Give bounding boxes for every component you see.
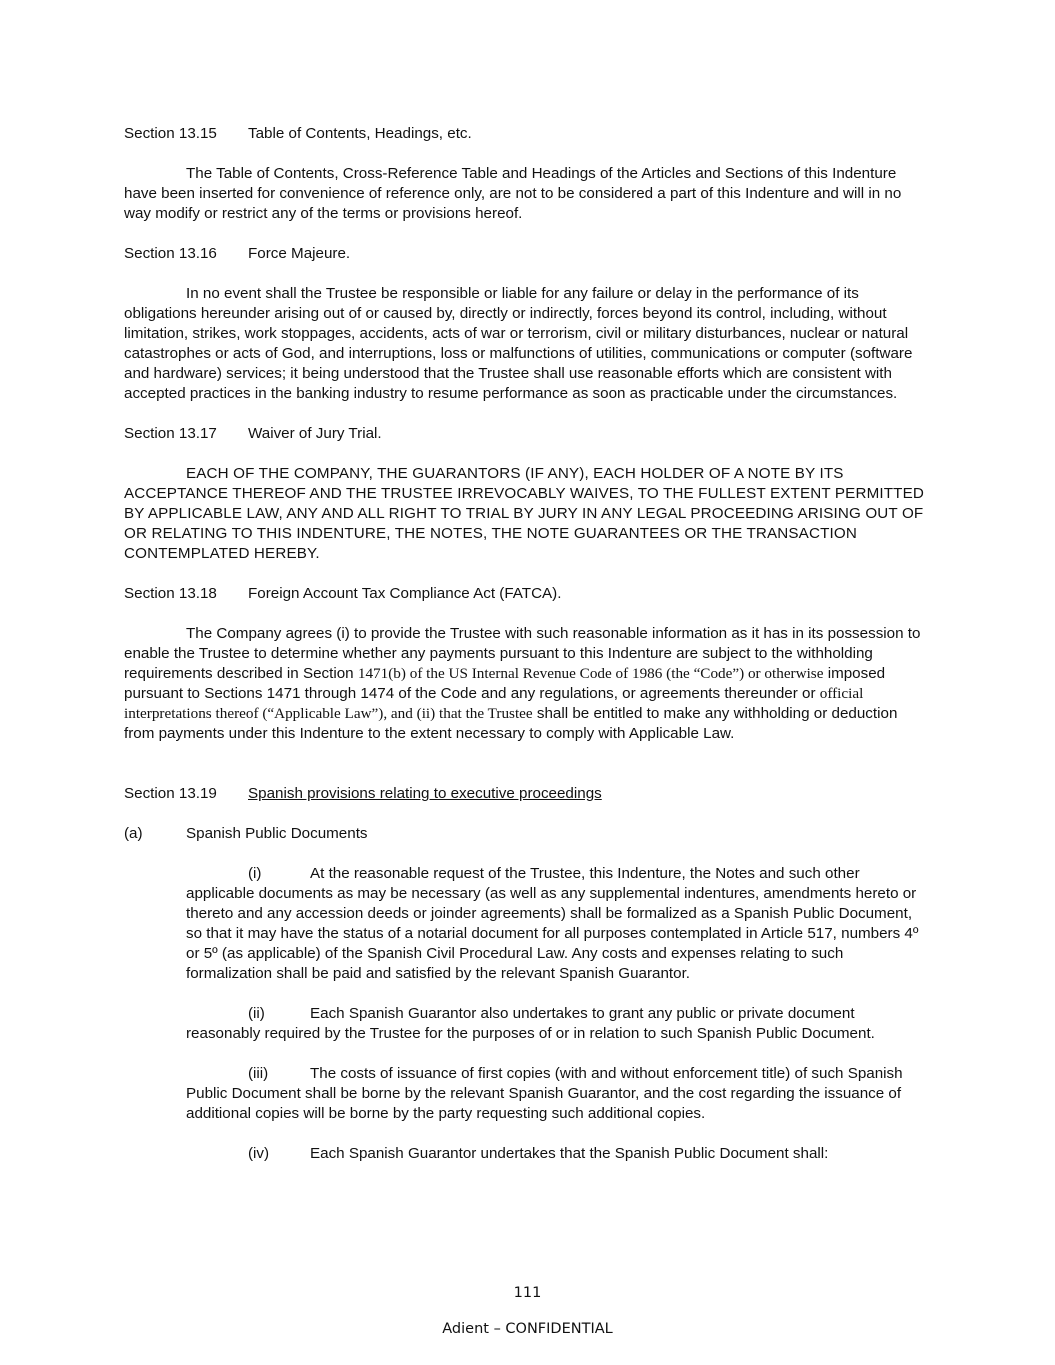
item-label: (iii) — [248, 1065, 269, 1082]
section-heading — [124, 784, 930, 804]
item-text: At the reasonable request of the Trustee, this Indenture, the Notes and such other applicable documents as may be necessary (as well as any supplemental indentures, amendments hereto or thereto and any accession deeds or joinder agreements) shall be formalized as a Spanish Public Document, so that it may have the status of a notarial document for all purposes contemplated in Article 517, numbers 4º or 5º (as applicable) of the Spanish Civil Procedural Law. Any costs and expenses relating to such formalization shall be paid and satisfied by the relevant Spanish Guarantor. — [186, 865, 919, 982]
section-number: Section 13.15 — [124, 125, 217, 142]
section-heading — [124, 244, 930, 264]
section-body: The Table of Contents, Cross-Reference Table and Headings of the Articles and Sections of this Indenture have been inserted for convenience of reference only, are not to be considered a part of this Indenture and will in no way modify or restrict any of the terms or provisions hereof. — [124, 165, 902, 222]
body-fragment: shall be entitled to make any withholding or deduction from payments under this Indenture to the extent necessary to comply with Applicable Law. — [124, 705, 898, 742]
page-number: 111 — [513, 1285, 542, 1301]
body-fragment: imposed pursuant to Sections 1471 through 1474 of the Code and any regulations, or agreements thereunder or — [124, 665, 886, 702]
section-number: Section 13.18 — [124, 585, 217, 602]
item-text: The costs of issuance of first copies (with and without enforcement title) of such Spanish Public Document shall be borne by the relevant Spanish Guarantor, and the cost regarding the issuance of additional copies will be borne by the party requesting such additional copies. — [186, 1065, 903, 1122]
item-text: Each Spanish Guarantor also undertakes to grant any public or private document reasonably required by the Trustee for the purposes of or in relation to such Spanish Public Document. — [186, 1005, 875, 1042]
subsection-label: (a) — [124, 825, 143, 842]
item-label: (iv) — [248, 1145, 270, 1162]
section-heading — [124, 584, 930, 604]
section-title: Spanish provisions relating to executive proceedings — [248, 785, 602, 802]
section-body: In no event shall the Trustee be responsible or liable for any failure or delay in the performance of its obligations hereunder arising out of or caused by, directly or indirectly, forces beyond its control, including, without limitation, strikes, work stoppages, accidents, acts of war or terrorism, civil or military disturbances, nuclear or natural catastrophes or acts of God, and interruptions, loss or malfunctions of utilities, communications or computer (software and hardware) services; it being understood that the Trustee shall use reasonable efforts which are consistent with accepted practices in the banking industry to resume performance as soon as practicable under the circumstances. — [124, 285, 913, 402]
section-title: Force Majeure. — [248, 245, 351, 262]
list-item — [186, 864, 930, 984]
confidential-footer: Adient – CONFIDENTIAL — [442, 1321, 613, 1337]
body-fragment: The Company agrees (i) to provide the Trustee with such reasonable information as it has in its possession to enable the Trustee to determine whether any payments pursuant to this Indenture are subject to the withholding requirements described in Section — [124, 625, 921, 682]
section-heading — [124, 424, 930, 444]
section-heading — [124, 124, 930, 144]
subsection-title: Spanish Public Documents — [186, 825, 368, 842]
list-item — [186, 1144, 930, 1164]
section-number: Section 13.16 — [124, 245, 217, 262]
section-title: Waiver of Jury Trial. — [248, 425, 382, 442]
section-body: EACH OF THE COMPANY, THE GUARANTORS (IF ANY), EACH HOLDER OF A NOTE BY ITS ACCEPTANCE THEREOF AND THE TRUSTEE IRREVOCABLY WAIVES, TO THE FULLEST EXTENT PERMITTED BY APPLICABLE LAW, ANY AND ALL RIGHT TO TRIAL BY JURY IN ANY LEGAL PROCEEDING ARISING OUT OF OR RELATING TO THIS INDENTURE, THE NOTES, THE NOTE GUARANTEES OR THE TRANSACTION CONTEMPLATED HEREBY. — [124, 465, 924, 562]
item-label: (ii) — [248, 1005, 265, 1022]
section-number: Section 13.19 — [124, 785, 217, 802]
section-title: Foreign Account Tax Compliance Act (FATCA). — [248, 585, 562, 602]
section-body — [124, 624, 930, 744]
list-item — [186, 1064, 930, 1124]
item-label: (i) — [248, 865, 262, 882]
document-page — [124, 124, 930, 1184]
spacer — [124, 764, 930, 784]
body-fragment: official interpretations thereof (“Applicable Law”), and (ii) that the Trustee — [124, 685, 864, 722]
section-number: Section 13.17 — [124, 425, 217, 442]
section-title: Table of Contents, Headings, etc. — [248, 125, 472, 142]
item-text: Each Spanish Guarantor undertakes that the Spanish Public Document shall: — [310, 1145, 829, 1162]
body-fragment: 1471(b) of the US Internal Revenue Code of 1986 (the “Code”) or otherwise — [357, 665, 824, 682]
list-item — [186, 1004, 930, 1044]
subsection-heading — [124, 824, 930, 844]
